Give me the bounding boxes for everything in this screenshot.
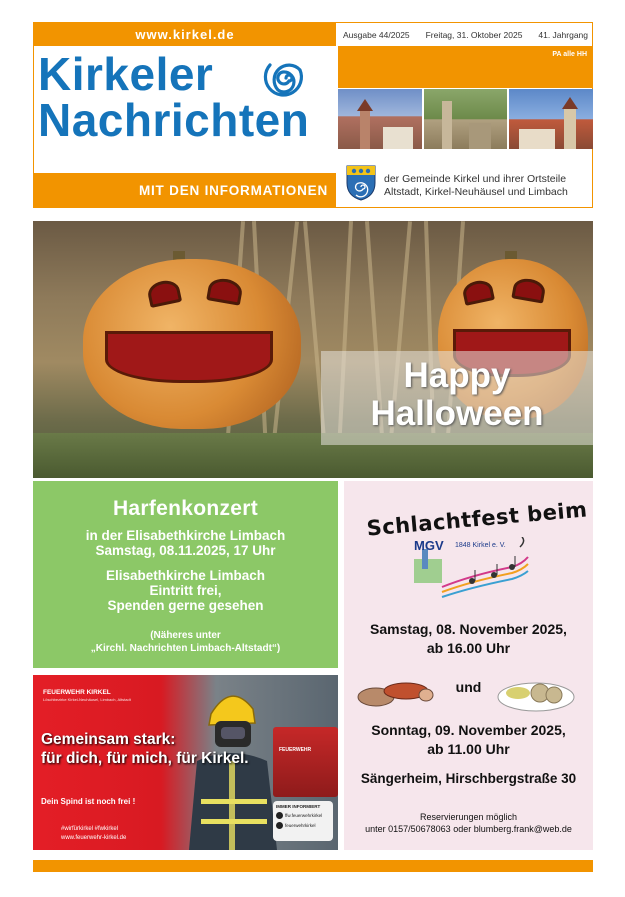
fire-website[interactable]: www.feuerwehr-kirkel.de (61, 835, 127, 841)
title-line-2: Nachrichten (38, 94, 310, 146)
harp-line-1: in der Elisabethkirche Limbach (85, 528, 286, 543)
halloween-line-1: Happy (403, 356, 511, 395)
fire-headline-2: für dich, für mich, für Kirkel. (41, 750, 249, 767)
harp-line-5: Spenden gerne gesehen (107, 598, 264, 613)
schlachtfest-location: Sängerheim, Hirschbergstraße 30 (360, 771, 577, 786)
fire-truck-label: FEUERWEHR (279, 747, 312, 753)
date-1-line-1: Samstag, 08. November 2025, (370, 621, 567, 637)
fire-logo-text: FEUERWEHR KIRKEL (43, 689, 111, 696)
tagline-bar: MIT DEN INFORMATIONEN (34, 173, 336, 208)
issue-number: Ausgabe 44/2025 (343, 29, 410, 40)
masthead (33, 22, 593, 208)
pa-label: PA alle HH (552, 51, 587, 58)
fire-brigade-ad (33, 675, 338, 850)
schlachtfest-ad (344, 481, 593, 850)
date-1-line-2: ab 16.00 Uhr (426, 640, 511, 656)
issue-info (338, 23, 593, 46)
harp-concert-ad (33, 481, 338, 668)
halloween-caption (321, 357, 593, 433)
instagram-row[interactable] (276, 822, 330, 829)
fire-tags: #wirfürkirkel #fwkirkel (61, 826, 119, 832)
schlachtfest-and: und (455, 679, 482, 695)
halloween-hero-image (33, 221, 593, 478)
spiral-logo-icon (256, 53, 316, 103)
masthead-orange-block (338, 46, 593, 88)
footer-bar (33, 860, 593, 872)
facebook-icon (276, 812, 283, 819)
fire-logo-sub: Löschbezirke Kirkel-Neuhäusel, Limbach, Altstadt (43, 697, 131, 702)
halloween-line-2: Halloween (370, 394, 544, 433)
harp-line-3: Elisabethkirche Limbach (105, 568, 266, 583)
municipality-info (384, 173, 594, 199)
harp-note-1: (Näheres unter (150, 630, 221, 641)
schlachtfest-date-2 (344, 721, 593, 759)
website-url[interactable]: www.kirkel.de (34, 23, 336, 46)
harp-title: Harfenkonzert (112, 497, 259, 520)
reservation-line-1: Reservierungen möglich (419, 812, 518, 822)
harp-note-2: „Kirchl. Nachrichten Limbach-Altstadt“) (90, 643, 281, 654)
fire-brigade-logo (43, 689, 138, 702)
date-2-line-2: ab 11.00 Uhr (427, 741, 510, 757)
schlachtfest-date-1 (344, 620, 593, 658)
town-photo-church (338, 89, 422, 149)
municipal-crest-icon (346, 165, 376, 201)
town-photo-castle-ruin (424, 89, 508, 149)
facebook-handle: ffw.feuerwehrkirkel (285, 813, 323, 818)
fire-social-box (273, 801, 333, 841)
harp-note (33, 629, 338, 655)
municipality-line-2: Altstadt, Kirkel-Neuhäusel und Limbach (384, 186, 568, 198)
harp-details-1 (33, 528, 338, 558)
fire-subline: Dein Spind ist noch frei ! (41, 797, 136, 806)
title-line-1: Kirkeler (38, 48, 214, 100)
harp-details-2 (33, 568, 338, 613)
schlachtfest-title: Schlachtfest beim (365, 497, 589, 541)
issue-date: Freitag, 31. Oktober 2025 (425, 29, 523, 40)
fire-headline (41, 730, 291, 768)
mgv-name: MGV (414, 538, 444, 553)
social-heading: IMMER INFORMIERT (276, 804, 321, 809)
issue-volume: 41. Jahrgang (538, 29, 588, 40)
mgv-subtitle: 1848 Kirkel e. V. (455, 542, 506, 549)
harp-line-2: Samstag, 08.11.2025, 17 Uhr (95, 543, 276, 558)
town-photo-chapel (509, 89, 593, 149)
town-photos (338, 89, 593, 149)
fire-headline-1: Gemeinsam stark: (41, 731, 176, 748)
instagram-handle: feuerwehrkirkel (285, 823, 316, 828)
date-2-line-1: Sonntag, 09. November 2025, (371, 722, 566, 738)
harp-line-4: Eintritt frei, (149, 583, 222, 598)
instagram-icon (276, 822, 283, 829)
facebook-row[interactable] (276, 812, 330, 819)
reservation-line-2[interactable]: unter 0157/50678063 oder blumberg.frank@web.de (365, 824, 572, 834)
dumpling-plate-icon (496, 673, 576, 713)
schlachtfest-reservation (344, 811, 593, 835)
municipality-line-1: der Gemeinde Kirkel und ihrer Ortsteile (384, 173, 567, 185)
fire-hashtags (61, 825, 126, 843)
